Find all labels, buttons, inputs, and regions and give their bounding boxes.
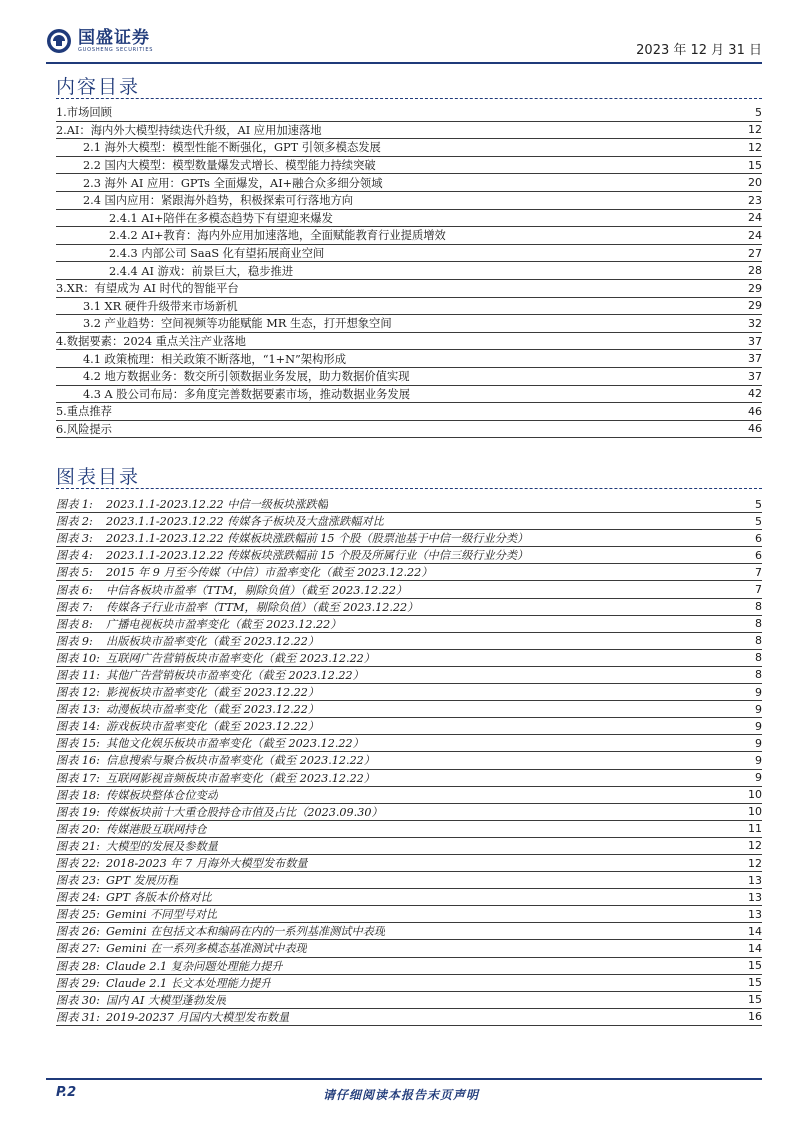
figure-page: 5	[755, 514, 762, 528]
figure-entry[interactable]	[56, 667, 762, 684]
figure-page: 8	[755, 668, 762, 682]
figure-label: 图表 7:	[56, 600, 93, 614]
figure-page: 15	[748, 993, 762, 1007]
figure-title: 大模型的发展及参数量	[106, 839, 218, 853]
toc-entry-page: 46	[748, 404, 762, 418]
figure-title: 传媒板块前十大重仓股持仓市值及占比（2023.09.30）	[106, 805, 383, 819]
figure-title: 2023.1.1-2023.12.22 中信一级板块涨跌幅	[106, 498, 328, 512]
figure-page: 12	[748, 839, 762, 853]
toc-entry-page: 12	[748, 123, 762, 137]
toc-entry[interactable]	[56, 210, 762, 228]
figure-entry[interactable]	[56, 581, 762, 598]
toc-entry-title: 5.重点推荐	[56, 405, 112, 419]
figure-page: 9	[755, 685, 762, 699]
figure-page: 15	[748, 959, 762, 973]
toc-entry-title: 2.1 海外大模型：模型性能不断强化，GPT 引领多模态发展	[83, 141, 381, 155]
figure-title: Gemini 在包括文本和编码在内的一系列基准测试中表现	[106, 925, 386, 939]
toc-entry-page: 24	[748, 228, 762, 242]
toc-entry-title: 4.数据要素：2024 重点关注产业落地	[56, 335, 246, 349]
toc-entry-page: 28	[748, 264, 762, 278]
toc-entry-title: 3.XR：有望成为 AI 时代的智能平台	[56, 282, 239, 296]
figure-title: 2018-2023 年 7 月海外大模型发布数量	[106, 857, 308, 871]
figure-label: 图表 4:	[56, 549, 93, 563]
figure-label: 图表 30:	[56, 993, 100, 1007]
figure-page: 13	[748, 907, 762, 921]
logo-english-name: GUOSHENG SECURITIES	[78, 47, 154, 53]
toc-entry-page: 32	[748, 316, 762, 330]
toc-entry-page: 27	[748, 246, 762, 260]
toc-entry-title: 2.AI：海内外大模型持续迭代升级，AI 应用加速落地	[56, 123, 322, 137]
figure-page: 9	[755, 719, 762, 733]
toc-entry[interactable]	[56, 368, 762, 386]
figure-entry[interactable]	[56, 992, 762, 1009]
toc-entry-page: 29	[748, 281, 762, 295]
figure-page: 8	[755, 651, 762, 665]
figure-page: 14	[748, 924, 762, 938]
toc-entry-title: 2.3 海外 AI 应用：GPTs 全面爆发，AI+融合众多细分领域	[83, 176, 383, 190]
toc-entry-page: 29	[748, 299, 762, 313]
figure-page: 7	[755, 565, 762, 579]
figure-page: 14	[748, 941, 762, 955]
footer-divider	[46, 1078, 762, 1080]
toc-entry-title: 2.4.1 AI+陪伴在多模态趋势下有望迎来爆发	[109, 211, 333, 225]
figure-page: 9	[755, 702, 762, 716]
figure-title: 出版板块市盈率变化（截至 2023.12.22）	[106, 634, 320, 648]
figure-entry[interactable]	[56, 752, 762, 769]
figure-entry[interactable]	[56, 564, 762, 581]
figure-label: 图表 9:	[56, 634, 93, 648]
figure-page: 9	[755, 771, 762, 785]
figure-page: 15	[748, 976, 762, 990]
figure-entry[interactable]	[56, 958, 762, 975]
toc-entry[interactable]	[56, 280, 762, 298]
figure-page: 13	[748, 890, 762, 904]
toc-entry-title: 2.4.4 AI 游戏：前景巨大，稳步推进	[109, 264, 294, 278]
figure-entry[interactable]	[56, 906, 762, 923]
figure-entry[interactable]	[56, 770, 762, 787]
figure-label: 图表 2:	[56, 515, 93, 529]
figure-page: 13	[748, 873, 762, 887]
figure-page: 6	[755, 548, 762, 562]
figure-label: 图表 11:	[56, 668, 100, 682]
header-divider	[46, 62, 762, 64]
figure-page: 5	[755, 497, 762, 511]
figure-title: 影视板块市盈率变化（截至 2023.12.22）	[106, 686, 320, 700]
figure-page: 8	[755, 600, 762, 614]
toc-entry[interactable]	[56, 386, 762, 404]
toc-entry[interactable]	[56, 298, 762, 316]
toc-entry-page: 5	[755, 105, 762, 119]
figure-page: 7	[755, 583, 762, 597]
figure-label: 图表 24:	[56, 891, 100, 905]
figure-title: Gemini 在一系列多模态基准测试中表现	[106, 942, 307, 956]
figure-page: 8	[755, 634, 762, 648]
toc-entry-page: 12	[748, 140, 762, 154]
toc-entry-title: 3.1 XR 硬件升级带来市场新机	[83, 299, 238, 313]
figure-title: 传媒港股互联网持仓	[106, 822, 207, 836]
toc-entry-page: 23	[748, 193, 762, 207]
figure-entry[interactable]	[56, 650, 762, 667]
figure-title: 2015 年 9 月至今传媒（中信）市盈率变化（截至 2023.12.22）	[106, 566, 433, 580]
figure-page: 11	[748, 822, 762, 836]
figure-entry[interactable]	[56, 889, 762, 906]
toc-entry-page: 24	[748, 211, 762, 225]
toc-entry-title: 2.4.2 AI+教育：海内外应用加速落地，全面赋能教育行业提质增效	[109, 229, 446, 243]
figure-title: 传媒各子行业市盈率（TTM，剔除负值）（截至 2023.12.22）	[106, 600, 419, 614]
figure-title: 2023.1.1-2023.12.22 传媒板块涨跌幅前 15 个股（股票池基于中信一级行业分类）	[106, 532, 529, 546]
figure-label: 图表 27:	[56, 942, 100, 956]
toc-entry[interactable]	[56, 245, 762, 263]
disclaimer-note: 请仔细阅读本报告末页声明	[322, 1088, 479, 1102]
guosheng-logo-icon	[46, 28, 72, 54]
figure-label: 图表 25:	[56, 908, 100, 922]
toc-entry-page: 37	[748, 352, 762, 366]
toc-entry[interactable]	[56, 227, 762, 245]
figure-label: 图表 20:	[56, 822, 100, 836]
toc-entry-title: 1.市场回顾	[56, 106, 112, 120]
figure-title: 动漫板块市盈率变化（截至 2023.12.22）	[106, 703, 320, 717]
toc-entry-title: 4.2 地方数据业务：数交所引领数据业务发展，助力数据价值实现	[83, 370, 410, 384]
toc-entry[interactable]	[56, 157, 762, 175]
figure-entry[interactable]	[56, 804, 762, 821]
toc-entry-title: 2.4.3 内部公司 SaaS 化有望拓展商业空间	[109, 247, 325, 261]
figure-title: 其他广告营销板块市盈率变化（截至 2023.12.22）	[106, 668, 364, 682]
figure-page: 10	[748, 805, 762, 819]
figure-title: Gemini 不同型号对比	[106, 908, 218, 922]
figure-label: 图表 1:	[56, 498, 93, 512]
figure-title: 其他文化娱乐板块市盈率变化（截至 2023.12.22）	[106, 737, 364, 751]
figure-entry[interactable]	[56, 940, 762, 957]
figure-entry[interactable]	[56, 1009, 762, 1026]
list-of-figures	[56, 496, 762, 1026]
figure-title: 2023.1.1-2023.12.22 传媒板块涨跌幅前 15 个股及所属行业（中信三级行业分类）	[106, 549, 529, 563]
figure-label: 图表 31:	[56, 1010, 100, 1024]
figure-label: 图表 3:	[56, 532, 93, 546]
figure-label: 图表 13:	[56, 703, 100, 717]
figure-label: 图表 14:	[56, 720, 100, 734]
figure-entry[interactable]	[56, 718, 762, 735]
toc-entry-title: 2.4 国内应用：紧跟海外趋势，积极探索可行落地方向	[83, 194, 354, 208]
toc-entry[interactable]	[56, 104, 762, 122]
figure-title: GPT 各版本价格对比	[106, 891, 212, 905]
company-logo	[46, 28, 153, 54]
figure-label: 图表 8:	[56, 617, 93, 631]
page-number: P.2	[56, 1085, 77, 1100]
figure-entry[interactable]	[56, 616, 762, 633]
figure-entry[interactable]	[56, 855, 762, 872]
figure-page: 6	[755, 531, 762, 545]
figure-label: 图表 12:	[56, 686, 100, 700]
toc-entry[interactable]	[56, 315, 762, 333]
logo-chinese-name: 国盛证券	[78, 28, 150, 48]
figure-label: 图表 28:	[56, 959, 100, 973]
figure-title: 信息搜索与聚合板块市盈率变化（截至 2023.12.22）	[106, 754, 375, 768]
figure-title: 国内 AI 大模型蓬勃发展	[106, 993, 227, 1007]
figure-entry[interactable]	[56, 633, 762, 650]
figure-label: 图表 23:	[56, 874, 100, 888]
figure-entry[interactable]	[56, 701, 762, 718]
figures-title-divider	[56, 488, 762, 489]
figure-label: 图表 16:	[56, 754, 100, 768]
figures-title: 图表目录	[56, 466, 141, 488]
figure-title: 互联网广告营销板块市盈率变化（截至 2023.12.22）	[106, 651, 375, 665]
figure-title: 游戏板块市盈率变化（截至 2023.12.22）	[106, 720, 320, 734]
toc-entry[interactable]	[56, 262, 762, 280]
figure-entry[interactable]	[56, 599, 762, 616]
table-of-contents	[56, 104, 762, 438]
figure-title: 传媒板块整体仓位变动	[106, 788, 218, 802]
toc-entry-page: 20	[748, 176, 762, 190]
figure-label: 图表 17:	[56, 771, 100, 785]
toc-entry-title: 4.1 政策梳理：相关政策不断落地，“1+N”架构形成	[83, 352, 346, 366]
figure-entry[interactable]	[56, 838, 762, 855]
figure-label: 图表 26:	[56, 925, 100, 939]
figure-entry[interactable]	[56, 684, 762, 701]
toc-entry-title: 6.风险提示	[56, 422, 112, 436]
toc-entry-page: 46	[748, 422, 762, 436]
figure-label: 图表 19:	[56, 805, 100, 819]
figure-entry[interactable]	[56, 821, 762, 838]
toc-entry-page: 37	[748, 334, 762, 348]
figure-label: 图表 21:	[56, 839, 100, 853]
figure-entry[interactable]	[56, 530, 762, 547]
figure-page: 10	[748, 788, 762, 802]
toc-entry-title: 2.2 国内大模型：模型数量爆发式增长、模型能力持续突破	[83, 159, 376, 173]
figure-label: 图表 18:	[56, 788, 100, 802]
figure-entry[interactable]	[56, 975, 762, 992]
toc-entry-page: 15	[748, 158, 762, 172]
figure-title: 互联网影视音频板块市盈率变化（截至 2023.12.22）	[106, 771, 375, 785]
figure-entry[interactable]	[56, 787, 762, 804]
toc-entry-title: 4.3 A 股公司布局：多角度完善数据要素市场，推动数据业务发展	[83, 387, 411, 401]
figure-page: 16	[748, 1010, 762, 1024]
toc-entry[interactable]	[56, 122, 762, 140]
figure-entry[interactable]	[56, 496, 762, 513]
figure-title: 广播电视板块市盈率变化（截至 2023.12.22）	[106, 617, 342, 631]
figure-entry[interactable]	[56, 872, 762, 889]
figure-label: 图表 6:	[56, 583, 93, 597]
figure-title: Claude 2.1 长文本处理能力提升	[106, 976, 272, 990]
figure-page: 8	[755, 617, 762, 631]
toc-entry-page: 42	[748, 387, 762, 401]
page-header	[46, 22, 762, 62]
figure-label: 图表 29:	[56, 976, 100, 990]
toc-title-divider	[56, 98, 762, 99]
figure-page: 9	[755, 736, 762, 750]
figure-entry[interactable]	[56, 923, 762, 940]
report-date: 2023 年 12 月 31 日	[636, 43, 762, 58]
toc-entry-title: 3.2 产业趋势：空间视频等功能赋能 MR 生态，打开想象空间	[83, 317, 392, 331]
figure-label: 图表 15:	[56, 737, 100, 751]
toc-entry[interactable]	[56, 174, 762, 192]
toc-entry-page: 37	[748, 369, 762, 383]
toc-entry[interactable]	[56, 333, 762, 351]
toc-entry[interactable]	[56, 350, 762, 368]
figure-label: 图表 22:	[56, 857, 100, 871]
figure-title: 中信各板块市盈率（TTM，剔除负值）（截至 2023.12.22）	[106, 583, 408, 597]
figure-entry[interactable]	[56, 547, 762, 564]
toc-entry[interactable]	[56, 403, 762, 421]
toc-entry[interactable]	[56, 192, 762, 210]
figure-page: 9	[755, 753, 762, 767]
figure-entry[interactable]	[56, 513, 762, 530]
figure-page: 12	[748, 856, 762, 870]
figure-label: 图表 10:	[56, 651, 100, 665]
toc-entry[interactable]	[56, 139, 762, 157]
figure-entry[interactable]	[56, 735, 762, 752]
toc-entry[interactable]	[56, 421, 762, 439]
figure-label: 图表 5:	[56, 566, 93, 580]
figure-title: 2019-20237 月国内大模型发布数量	[106, 1010, 290, 1024]
figure-title: Claude 2.1 复杂问题处理能力提升	[106, 959, 283, 973]
toc-title: 内容目录	[56, 76, 141, 98]
figure-title: GPT 发展历程	[106, 874, 179, 888]
figure-title: 2023.1.1-2023.12.22 传媒各子板块及大盘涨跌幅对比	[106, 515, 384, 529]
